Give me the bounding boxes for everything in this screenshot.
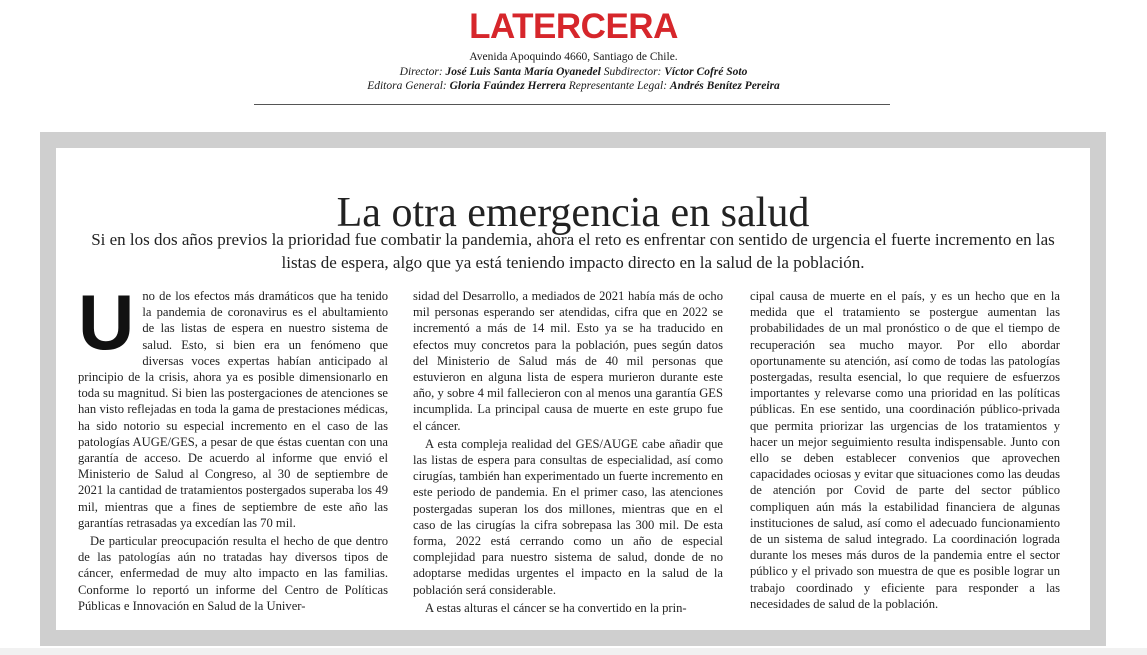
paragraph: A esta compleja realidad del GES/AUGE cabe añadir que las listas de espera para consultas de especialidad, así como cirugías, también han experimentado un fuerte incremento en este periodo de pandemia. En el primer caso, las atenciones postergadas superan los dos millones, mientras que en el caso de las cirugías la cifra sobrepasa las 300 mil. De esta forma, 2022 está cerrando como un año de especial complejidad para nuestro sistema de salud, donde de no adoptarse medidas urgentes el impacto en la salud de la población será considerable. [413,436,723,597]
masthead-divider [254,104,890,105]
director-label: Director: [399,66,443,78]
article-card [56,148,1090,630]
paragraph: cipal causa de muerte en el país, y es un hecho que en la medida que el tratamiento se postergue aumentan las probabilidades de un mal pronóstico o de que el tiempo de recuperación sea mucho mayor. Por ello abordar oportunamente su atención, así como de todas las patologías postergadas, resulta esencial, lo que requiere de esfuerzos importantes y relevarse como una prioridad en las políticas públicas. En ese sentido, una coordinación público-privada que permita priorizar las urgencias de los tratamientos y hacer un mejor seguimiento resulta indispensable. Junto con ello se deben establecer convenios que aprovechen capacidades ociosas y evitar que situaciones como las deudas de atención por Covid de parte del sector público compliquen aún más la estabilidad financiera de algunas instituciones de salud, así como el adecuado funcionamiento de un sistema de salud integrado. La coordinación lograda durante los meses más duros de la pandemia entre el sector público y el privado son muestra de que es posible lograr un trabajo coordinado y eficiente para responder a las necesidades de salud de la población. [750,289,1060,611]
page-bottom [0,648,1147,655]
column-2 [413,288,723,618]
editor-name: Gloria Faúndez Herrera [449,80,566,92]
masthead [0,8,1147,93]
staff-line-2 [0,79,1147,93]
legal-label: Representante Legal: [568,80,668,92]
newspaper-logo[interactable]: LATERCERA [469,7,678,46]
paragraph: A estas alturas el cáncer se ha convertido en la prin- [425,600,687,615]
drop-cap: U [78,278,135,366]
column-3 [750,288,1060,614]
subdirector-name: Víctor Cofré Soto [664,66,748,78]
editor-label: Editora General: [367,80,447,92]
address: Avenida Apoquindo 4660, Santiago de Chile. [469,51,678,63]
subdirector-label: Subdirector: [603,66,662,78]
paragraph [78,278,388,531]
director-name: José Luis Santa María Oyanedel [445,66,601,78]
column-1 [78,278,388,616]
article-headline: La otra emergencia en salud [336,190,810,237]
legal-name: Andrés Benítez Pereira [669,80,780,92]
paragraph: De particular preocupación resulta el hecho de que dentro de las patologías aún no tratadas hay diversos tipos de cáncer, enfermedad de muy alto impacto en las familias. Conforme lo reportó un informe del Centro de Políticas Públicas e Innovación en Salud de la Univer- [78,534,388,613]
article-deck: Si en los dos años previos la prioridad fue combatir la pandemia, ahora el reto es enfrentar con sentido de urgencia el fuerte incremento en las listas de espera, algo que ya está teniendo impacto directo en la salud de la población. [91,230,1055,272]
staff-line-1 [0,65,1147,79]
paragraph-text: no de los efectos más dramáticos que ha tenido la pandemia de coronavirus es el abultamiento de las listas de espera en nuestro sistema de salud. Esto, si bien era un fenómeno que diversas voces expertas habían anticipado al principio de la crisis, ahora ya es posible dimensionarlo en toda su magnitud. Si bien las postergaciones de atenciones se han visto reflejadas en toda la gama de prestaciones médicas, ha sido notorio su especial incremento en el caso de las patologías AUGE/GES, a pesar de que éstas cuentan con una garantía de acceso. De acuerdo al informe que envió el Ministerio de Salud al Congreso, al 30 de septiembre de 2021 la cantidad de tratamientos postergados superaba los 49 mil, mientras que a fines de septiembre de este año las garantías retrasadas ya excedían las 70 mil. [78,289,388,530]
paragraph: sidad del Desarrollo, a mediados de 2021 había más de ocho mil personas esperando ser atendidas, cifra que en 2022 se incrementó a más de 14 mil. Esto ya se ha traducido en efectos muy concretos para la población, pues según datos del Ministerio de Salud más de 40 mil personas que estuvieron en alguna lista de espera murieron durante este año, y sobre 4 mil fallecieron con al menos una garantía GES incumplida. La principal causa de muerte en este grupo fue el cáncer. [413,289,723,433]
